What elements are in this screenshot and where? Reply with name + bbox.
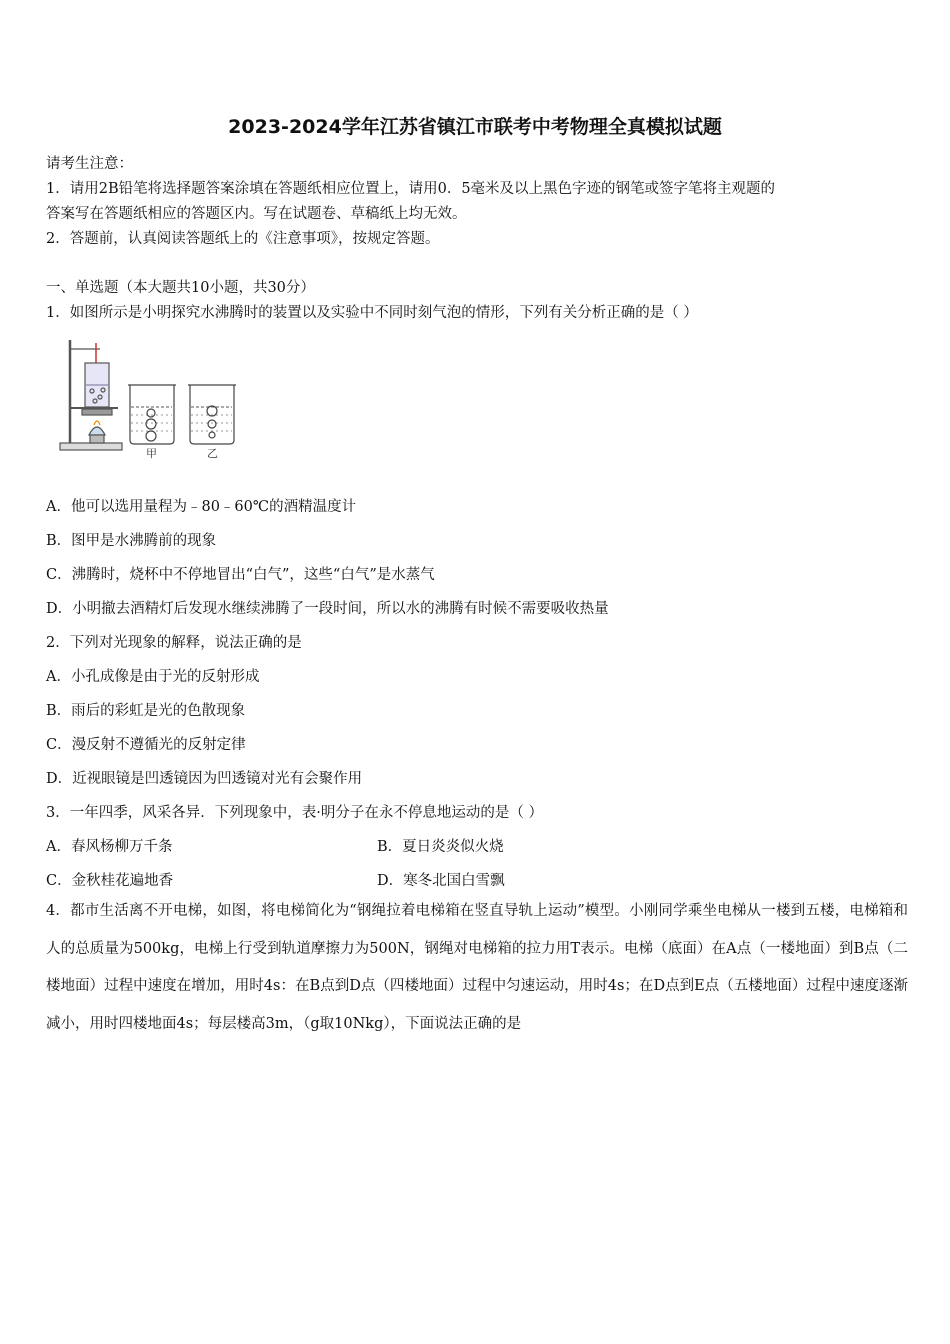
question-3-option-b: B．夏日炎炎似火烧 — [377, 839, 504, 855]
question-2-option-d: D．近视眼镜是凹透镜因为凹透镜对光有会聚作用 — [46, 771, 363, 787]
figure-label-yi: 乙 — [207, 447, 218, 460]
question-2-option-a: A．小孔成像是由于光的反射形成 — [46, 669, 260, 685]
boiling-experiment-figure — [58, 335, 248, 460]
beaker-jia — [128, 385, 176, 444]
question-1-option-c: C．沸腾时，烧杯中不停地冒出“白气”，这些“白气”是水蒸气 — [46, 567, 435, 583]
page-title: 2023-2024学年江苏省镇江市联考中考物理全真模拟试题 — [228, 116, 722, 138]
notice-item-1-line-2: 答案写在答题纸相应的答题区内。写在试题卷、草稿纸上均无效。 — [46, 206, 467, 222]
question-2-option-c: C．漫反射不遵循光的反射定律 — [46, 737, 246, 753]
notice-item-2: 2．答题前，认真阅读答题纸上的《注意事项》，按规定答题。 — [46, 231, 440, 247]
section-heading: 一、单选题（本大题共10小题，共30分） — [46, 280, 315, 296]
question-2-option-b: B．雨后的彩虹是光的色散现象 — [46, 703, 246, 719]
question-3-option-a: A．春风杨柳万千条 — [46, 839, 173, 855]
question-2-stem: 2．下列对光现象的解释，说法正确的是 — [46, 635, 302, 651]
question-3-option-c: C．金秋桂花遍地香 — [46, 873, 174, 889]
iron-stand-apparatus — [60, 340, 122, 450]
question-1-stem: 1．如图所示是小明探究水沸腾时的装置以及实验中不同时刻气泡的情形，下列有关分析正确的是（ ） — [46, 305, 698, 321]
question-3-option-d: D．寒冬北国白雪飘 — [377, 873, 505, 889]
question-4-stem: 4．都市生活离不开电梯，如图，将电梯简化为“钢绳拉着电梯箱在竖直导轨上运动”模型。小刚同学乘坐电梯从一楼到五楼，电梯箱和人的总质量为500kg，电梯上行受到轨道摩擦力为500N，钢绳对电梯箱的拉力用T表示。电梯（底面）在A点（一楼地面）到B点（二楼地面）过程中速度在增加，用时4s：在B点到D点（四楼地面）过程中匀速运动，用时4s；在D点到E点（五楼地面）过程中速度逐渐减小，用时四楼地面4s；每层楼高3m，（g取10Nkg），下面说法正确的是 — [46, 903, 908, 1032]
figure-label-jia: 甲 — [146, 447, 157, 460]
notice-item-1-line-1: 1．请用2B铅笔将选择题答案涂填在答题纸相应位置上，请用0．5毫米及以上黑色字迹的钢笔或签字笔将主观题的 — [46, 181, 776, 197]
notice-heading: 请考生注意： — [46, 156, 133, 172]
question-1-option-a: A．他可以选用量程为﹣80﹣60℃的酒精温度计 — [46, 499, 357, 515]
question-1-option-b: B．图甲是水沸腾前的现象 — [46, 533, 217, 549]
beaker-yi — [188, 385, 236, 444]
question-1-option-d: D．小明撤去酒精灯后发现水继续沸腾了一段时间，所以水的沸腾有时候不需要吸收热量 — [46, 601, 609, 617]
question-3-stem: 3．一年四季，风采各异．下列现象中，表·明分子在永不停息地运动的是（ ） — [46, 805, 543, 821]
